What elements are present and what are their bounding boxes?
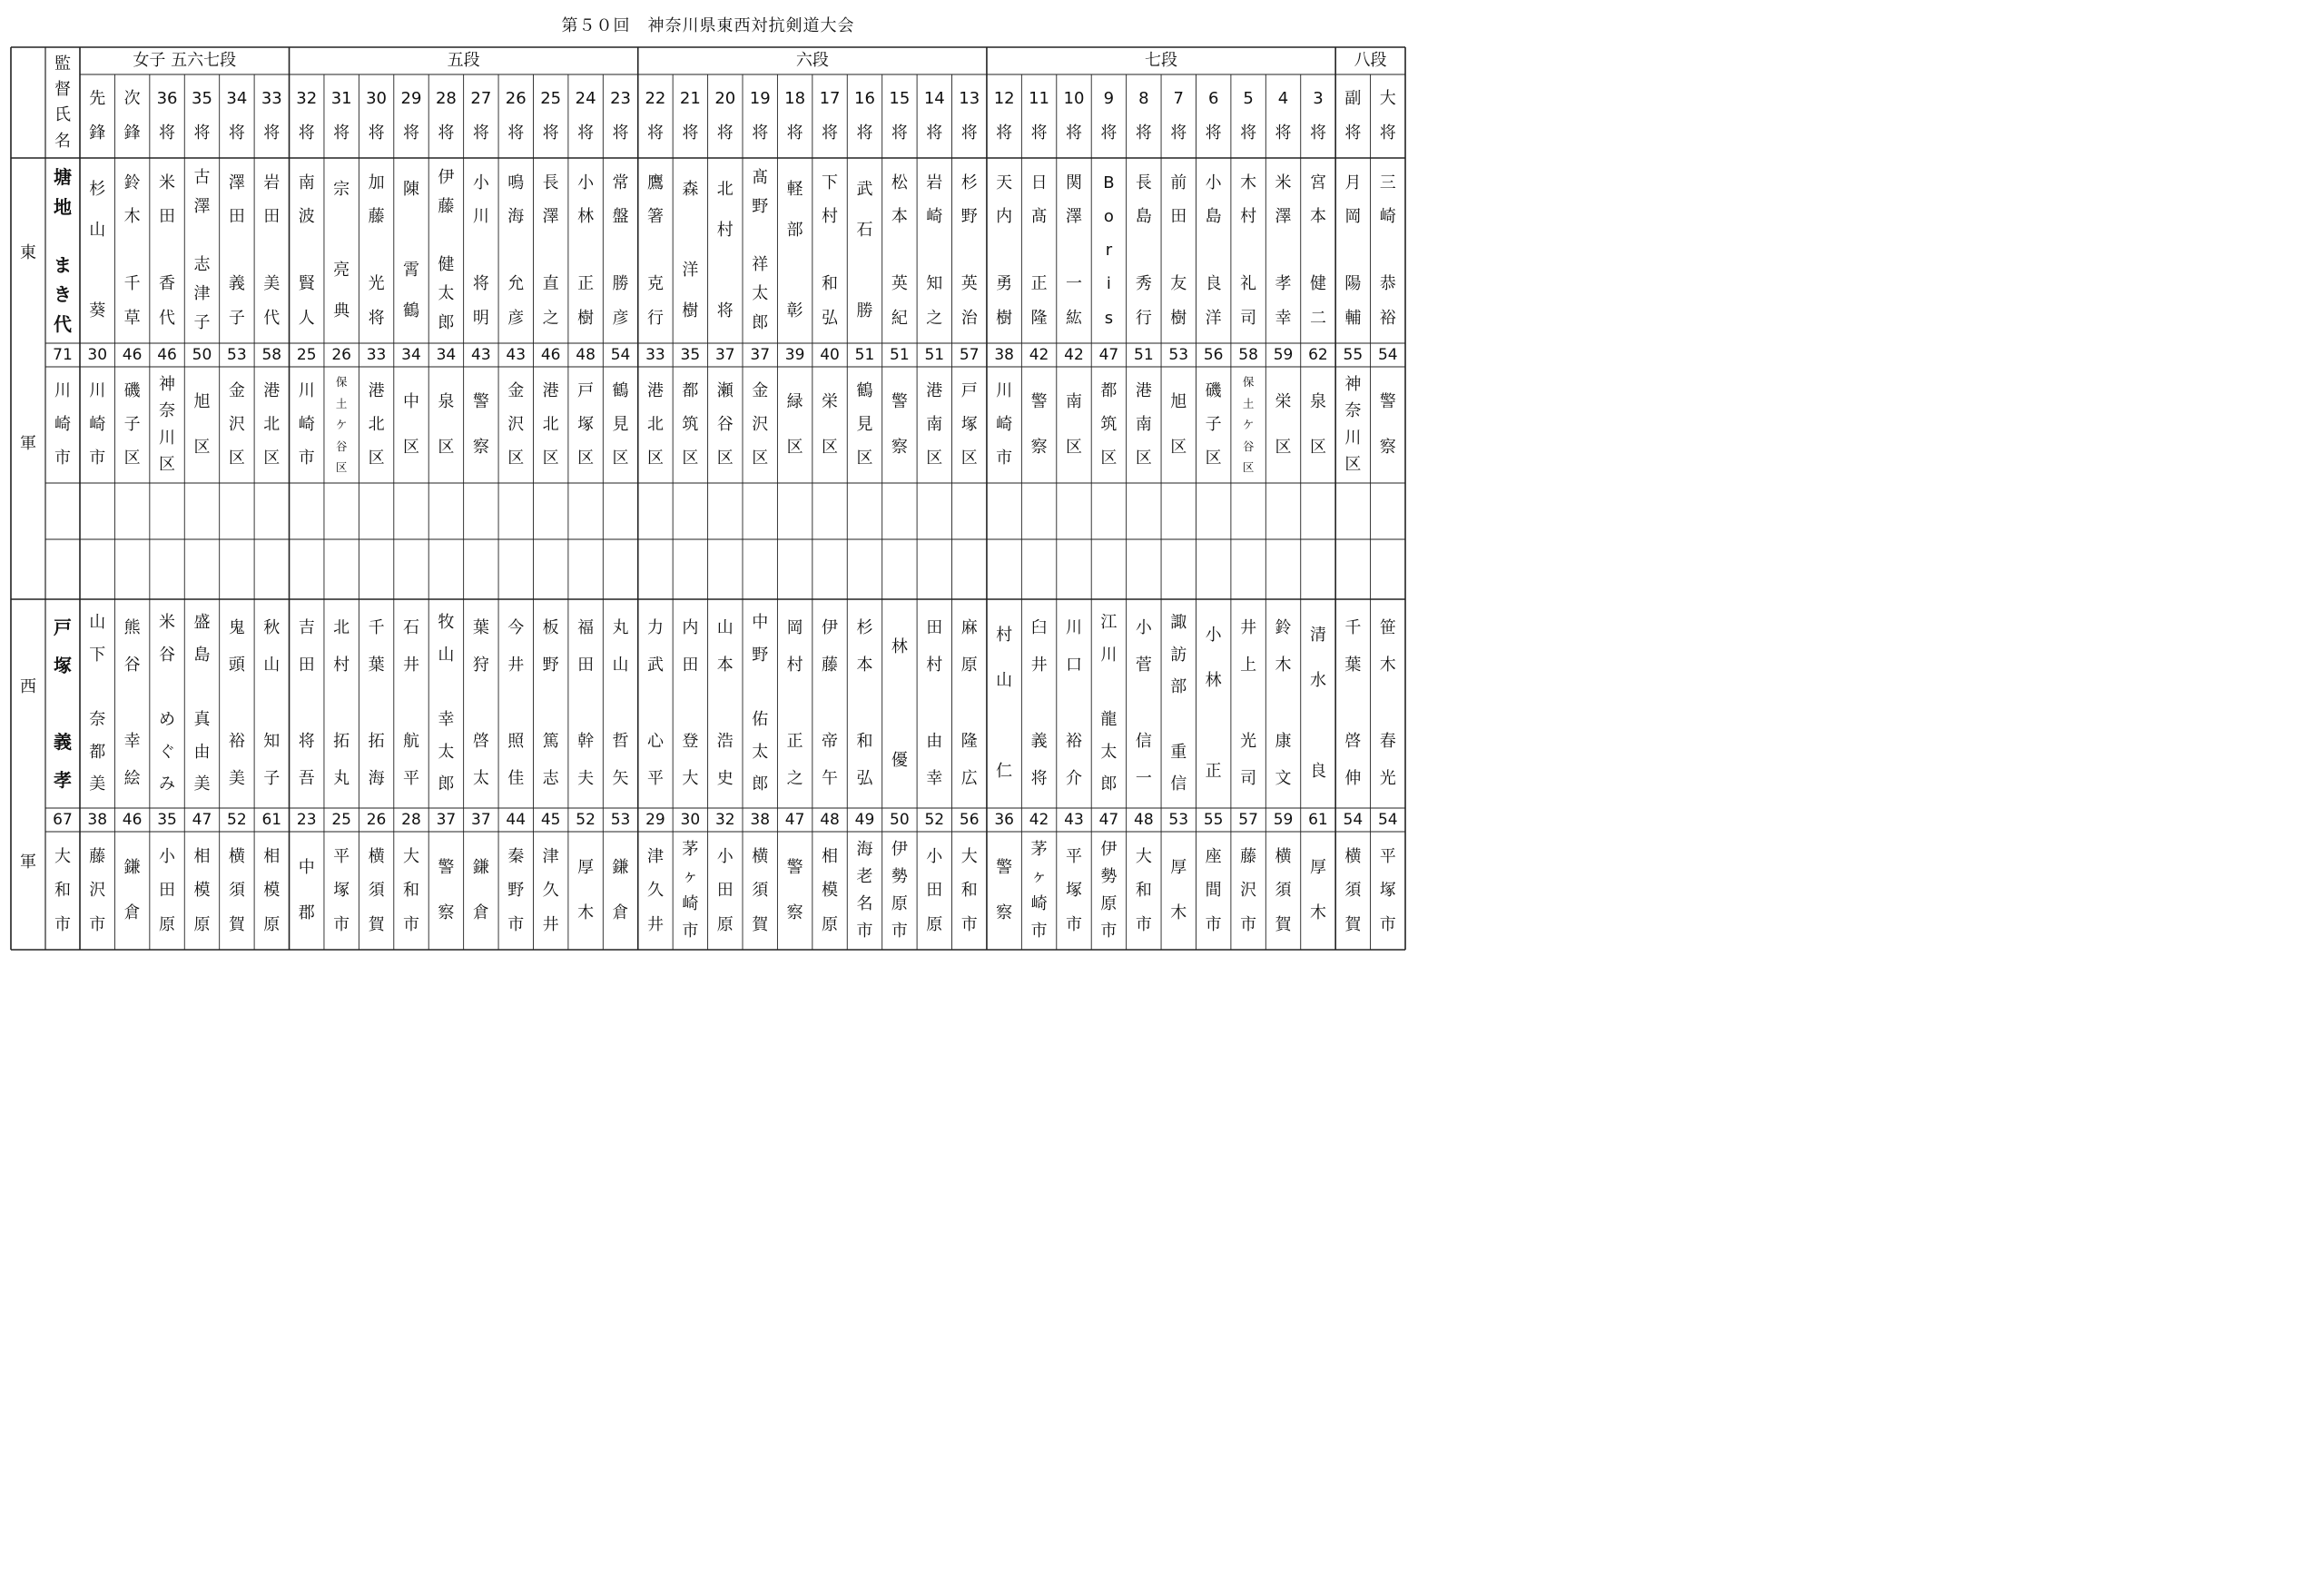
player-age: 38 — [750, 810, 771, 829]
player-name: 江 川 龍 太 郎 — [1100, 612, 1118, 794]
player-name: 田 村 由 幸 — [926, 617, 943, 789]
player-affiliation: 鶴 見 区 — [856, 381, 873, 468]
player-age: 50 — [890, 810, 910, 829]
player-age: 46 — [122, 345, 143, 364]
player-name: 臼 井 義 将 — [1030, 617, 1048, 789]
player-age: 55 — [1343, 345, 1364, 364]
player-name: 杉 本 和 弘 — [856, 617, 873, 789]
player-age: 30 — [87, 345, 108, 364]
player-affiliation: 警 察 — [472, 392, 489, 457]
player-name: 吉 田 将 吾 — [298, 617, 315, 789]
player-age: 51 — [890, 345, 910, 364]
player-age: 38 — [994, 345, 1014, 364]
position-header: 10 将 — [1063, 89, 1085, 143]
player-affiliation: 厚 木 — [577, 858, 595, 923]
player-name: 岩 田 美 代 — [263, 173, 281, 328]
player-age: 61 — [261, 810, 282, 829]
player-affiliation: 金 沢 区 — [228, 381, 245, 468]
player-affiliation: 港 南 区 — [926, 381, 943, 468]
player-name: 宮 本 健 二 — [1309, 173, 1326, 328]
player-age: 35 — [157, 810, 177, 829]
player-age: 54 — [610, 345, 631, 364]
manager-name: 戸 塚 義 孝 — [54, 616, 72, 791]
player-name: 諏 訪 部 重 信 — [1170, 612, 1187, 794]
player-affiliation: 相 模 原 — [822, 846, 839, 934]
player-age: 26 — [331, 345, 351, 364]
player-age: 42 — [1064, 345, 1084, 364]
player-age: 52 — [924, 810, 945, 829]
player-age: 35 — [680, 345, 701, 364]
player-age: 56 — [1203, 345, 1224, 364]
player-age: 37 — [750, 345, 771, 364]
player-age: 59 — [1273, 810, 1294, 829]
player-affiliation: 鎌 倉 — [472, 858, 489, 923]
player-name: 陳 霄 鶴 — [402, 179, 419, 321]
player-age: 37 — [714, 345, 735, 364]
position-header: 14 将 — [923, 89, 945, 143]
manager-age: 71 — [53, 345, 73, 364]
player-affiliation: 横 須 賀 — [228, 846, 245, 934]
player-affiliation: 保 土 ケ 谷 区 — [335, 374, 348, 475]
position-header: 24 将 — [575, 89, 596, 143]
player-name: 小 菅 信 一 — [1135, 617, 1152, 789]
player-name: 盛 島 真 由 美 — [193, 612, 211, 794]
player-name: 鬼 頭 裕 美 — [228, 617, 245, 789]
player-affiliation: 戸 塚 区 — [960, 381, 978, 468]
player-affiliation: 警 察 — [786, 858, 803, 923]
position-header: 17 将 — [819, 89, 841, 143]
team-label: 西 軍 — [20, 676, 36, 872]
manager-name: 塘 地 ま き 代 — [54, 166, 72, 335]
position-header: 34 将 — [226, 89, 248, 143]
position-header: 9 将 — [1100, 89, 1118, 143]
player-affiliation: 座 間 市 — [1205, 846, 1222, 934]
player-age: 47 — [1098, 810, 1119, 829]
player-age: 23 — [296, 810, 317, 829]
player-affiliation: 川 崎 市 — [89, 381, 106, 468]
player-name: 板 野 篤 志 — [542, 617, 559, 789]
player-affiliation: 小 田 原 — [716, 846, 734, 934]
manager-affiliation: 大 和 市 — [54, 846, 71, 934]
player-affiliation: 大 和 市 — [1135, 846, 1152, 934]
player-name: 岡 村 正 之 — [786, 617, 803, 789]
player-age: 33 — [366, 345, 387, 364]
player-name: 木 村 礼 司 — [1240, 173, 1257, 328]
position-header: 16 将 — [854, 89, 875, 143]
position-header: 5 将 — [1240, 89, 1257, 143]
player-name: 岩 崎 知 之 — [926, 173, 943, 328]
player-name: 力 武 心 平 — [646, 617, 664, 789]
player-affiliation: 茅 ヶ 崎 市 — [1030, 840, 1048, 942]
player-affiliation: 川 崎 市 — [298, 381, 315, 468]
player-affiliation: 平 塚 市 — [1379, 846, 1396, 934]
player-name: 秋 山 知 子 — [263, 617, 281, 789]
position-header: 次 鋒 — [123, 89, 141, 143]
player-affiliation: 秦 野 市 — [507, 846, 525, 934]
player-affiliation: 大 和 市 — [960, 846, 978, 934]
player-affiliation: 津 久 井 — [646, 846, 664, 934]
player-affiliation: 磯 子 区 — [123, 381, 141, 468]
manager-age: 67 — [53, 810, 73, 829]
player-age: 26 — [366, 810, 387, 829]
player-name: 伊 藤 健 太 郎 — [438, 168, 455, 333]
player-affiliation: 横 須 賀 — [1344, 846, 1362, 934]
player-name: 加 藤 光 将 — [368, 173, 385, 328]
player-name: 南 波 賢 人 — [298, 173, 315, 328]
player-age: 32 — [714, 810, 735, 829]
player-affiliation: 相 模 原 — [263, 846, 281, 934]
player-affiliation: 伊 勢 原 市 — [1100, 840, 1118, 942]
player-age: 25 — [331, 810, 351, 829]
player-affiliation: 港 北 区 — [368, 381, 385, 468]
player-affiliation: 横 須 賀 — [1275, 846, 1292, 934]
player-name: B o r i s — [1103, 173, 1115, 328]
player-age: 43 — [471, 345, 491, 364]
player-name: 千 葉 啓 伸 — [1344, 617, 1362, 789]
position-header: 18 将 — [784, 89, 806, 143]
player-affiliation: 厚 木 — [1309, 858, 1326, 923]
player-name: 小 林 正 樹 — [577, 173, 595, 328]
player-age: 51 — [854, 345, 875, 364]
player-name: 内 田 登 大 — [682, 617, 699, 789]
player-affiliation: 神 奈 川 区 — [159, 374, 176, 475]
player-affiliation: 小 田 原 — [926, 846, 943, 934]
position-header: 32 将 — [296, 89, 318, 143]
player-age: 52 — [227, 810, 247, 829]
player-age: 46 — [540, 345, 561, 364]
player-affiliation: 厚 木 — [1170, 858, 1187, 923]
player-affiliation: 津 久 井 — [542, 846, 559, 934]
player-affiliation: 海 老 名 市 — [856, 840, 873, 942]
player-name: 今 井 照 佳 — [507, 617, 525, 789]
player-name: 日 髙 正 隆 — [1030, 173, 1048, 328]
player-name: 米 田 香 代 — [159, 173, 176, 328]
player-affiliation: 相 模 原 — [193, 846, 211, 934]
player-affiliation: 保 土 ケ 谷 区 — [1242, 374, 1255, 475]
player-name: 丸 山 哲 矢 — [612, 617, 629, 789]
player-age: 48 — [1134, 810, 1154, 829]
player-name: 井 上 光 司 — [1240, 617, 1257, 789]
player-affiliation: 鶴 見 区 — [612, 381, 629, 468]
player-age: 54 — [1377, 345, 1398, 364]
player-age: 61 — [1308, 810, 1328, 829]
player-name: 熊 谷 幸 絵 — [123, 617, 141, 789]
team-label: 東 軍 — [20, 243, 36, 454]
player-age: 45 — [540, 810, 561, 829]
player-name: 村 山 仁 — [996, 626, 1013, 782]
player-age: 47 — [1098, 345, 1119, 364]
player-name: 小 川 将 明 — [472, 173, 489, 328]
player-age: 51 — [1134, 345, 1154, 364]
player-age: 29 — [645, 810, 665, 829]
player-age: 55 — [1203, 810, 1224, 829]
player-age: 49 — [854, 810, 875, 829]
player-affiliation: 伊 勢 原 市 — [891, 840, 908, 942]
player-age: 54 — [1377, 810, 1398, 829]
player-age: 47 — [784, 810, 805, 829]
player-age: 48 — [576, 345, 596, 364]
player-age: 53 — [227, 345, 247, 364]
player-affiliation: 警 察 — [438, 858, 455, 923]
player-age: 44 — [506, 810, 527, 829]
position-header: 大 将 — [1379, 89, 1396, 143]
group-header: 女子 五六七段 — [133, 51, 237, 71]
player-name: 関 澤 一 紘 — [1065, 173, 1082, 328]
position-header: 11 将 — [1029, 89, 1050, 143]
position-header: 25 将 — [540, 89, 562, 143]
player-affiliation: 港 北 区 — [263, 381, 281, 468]
player-name: 澤 田 義 子 — [228, 173, 245, 328]
player-affiliation: 中 郡 — [298, 858, 315, 923]
player-affiliation: 戸 塚 区 — [577, 381, 595, 468]
player-age: 42 — [1029, 345, 1049, 364]
player-age: 52 — [576, 810, 596, 829]
position-header: 36 将 — [156, 89, 178, 143]
player-affiliation: 茅 ヶ 崎 市 — [682, 840, 699, 942]
player-age: 57 — [959, 345, 980, 364]
player-name: 米 澤 孝 幸 — [1275, 173, 1292, 328]
player-name: 長 島 秀 行 — [1135, 173, 1152, 328]
player-age: 37 — [471, 810, 491, 829]
player-age: 43 — [1064, 810, 1084, 829]
manager-label-header: 監 督 氏 名 — [54, 54, 71, 151]
player-name: 小 林 正 — [1205, 626, 1222, 782]
player-name: 中 野 佑 太 郎 — [752, 612, 769, 794]
player-affiliation: 都 筑 区 — [1100, 381, 1118, 468]
position-header: 35 将 — [192, 89, 212, 143]
group-header: 七段 — [1145, 51, 1178, 71]
position-header: 7 将 — [1170, 89, 1187, 143]
player-affiliation: 鎌 倉 — [123, 858, 141, 923]
group-header: 五段 — [447, 51, 480, 71]
player-name: 松 本 英 紀 — [891, 173, 908, 328]
position-header: 22 将 — [645, 89, 666, 143]
player-name: 月 岡 陽 輔 — [1344, 173, 1362, 328]
manager-affiliation: 川 崎 市 — [54, 381, 71, 468]
player-name: 北 村 拓 丸 — [333, 617, 350, 789]
player-name: 鷹 箸 克 行 — [646, 173, 664, 328]
player-age: 30 — [680, 810, 701, 829]
player-age: 48 — [820, 810, 840, 829]
player-age: 37 — [436, 810, 457, 829]
player-affiliation: 南 区 — [1065, 392, 1082, 457]
player-name: 川 口 裕 介 — [1065, 617, 1082, 789]
player-affiliation: 神 奈 川 区 — [1344, 374, 1362, 475]
position-header: 4 将 — [1275, 89, 1292, 143]
player-age: 36 — [994, 810, 1014, 829]
player-age: 40 — [820, 345, 840, 364]
player-affiliation: 横 須 賀 — [752, 846, 769, 934]
player-age: 62 — [1308, 345, 1328, 364]
position-header: 26 将 — [505, 89, 527, 143]
player-name: 山 本 浩 史 — [716, 617, 734, 789]
player-name: 杉 山 葵 — [89, 179, 106, 321]
player-age: 51 — [924, 345, 945, 364]
player-name: 伊 藤 帝 午 — [822, 617, 839, 789]
player-name: 髙 野 祥 太 郎 — [752, 168, 769, 333]
player-affiliation: 栄 区 — [822, 392, 839, 457]
player-name: 葉 狩 啓 太 — [472, 617, 489, 789]
position-header: 20 将 — [714, 89, 736, 143]
player-name: 北 村 将 — [716, 179, 734, 321]
player-name: 長 澤 直 之 — [542, 173, 559, 328]
player-name: 武 石 勝 — [856, 179, 873, 321]
player-affiliation: 鎌 倉 — [612, 858, 629, 923]
position-header: 6 将 — [1205, 89, 1222, 143]
player-age: 46 — [157, 345, 177, 364]
position-header: 15 将 — [889, 89, 911, 143]
player-name: 軽 部 彰 — [786, 179, 803, 321]
player-age: 54 — [1343, 810, 1364, 829]
player-age: 42 — [1029, 810, 1049, 829]
player-affiliation: 藤 沢 市 — [1240, 846, 1257, 934]
player-age: 25 — [296, 345, 317, 364]
player-affiliation: 泉 区 — [438, 392, 455, 457]
player-name: 前 田 友 樹 — [1170, 173, 1187, 328]
player-name: 鈴 木 康 文 — [1275, 617, 1292, 789]
position-header: 23 将 — [610, 89, 631, 143]
position-header: 12 将 — [993, 89, 1015, 143]
player-age: 33 — [645, 345, 665, 364]
position-header: 30 将 — [366, 89, 388, 143]
player-affiliation: 都 筑 区 — [682, 381, 699, 468]
player-affiliation: 警 察 — [1379, 392, 1396, 457]
player-name: 古 澤 志 津 子 — [193, 168, 211, 333]
player-age: 34 — [401, 345, 421, 364]
player-name: 笹 木 春 光 — [1379, 617, 1396, 789]
position-header: 28 将 — [435, 89, 457, 143]
player-affiliation: 旭 区 — [193, 392, 211, 457]
player-affiliation: 金 沢 区 — [752, 381, 769, 468]
player-name: 麻 原 隆 広 — [960, 617, 978, 789]
player-name: 米 谷 め ぐ み — [159, 612, 176, 794]
player-name: 小 島 良 洋 — [1205, 173, 1222, 328]
player-affiliation: 港 南 区 — [1135, 381, 1152, 468]
player-age: 58 — [1238, 345, 1258, 364]
position-header: 19 将 — [749, 89, 771, 143]
position-header: 33 将 — [261, 89, 282, 143]
player-age: 57 — [1238, 810, 1258, 829]
player-name: 山 下 奈 都 美 — [89, 612, 106, 794]
player-affiliation: 警 察 — [1030, 392, 1048, 457]
group-header: 六段 — [795, 51, 829, 71]
player-name: 林 優 — [891, 636, 908, 770]
player-affiliation: 中 区 — [402, 392, 419, 457]
player-affiliation: 緑 区 — [786, 392, 803, 457]
player-affiliation: 警 察 — [891, 392, 908, 457]
player-name: 三 崎 恭 裕 — [1379, 173, 1396, 328]
player-name: 石 井 航 平 — [402, 617, 419, 789]
player-age: 53 — [1168, 345, 1189, 364]
player-age: 47 — [192, 810, 212, 829]
player-name: 鈴 木 千 草 — [123, 173, 141, 328]
player-affiliation: 磯 子 区 — [1205, 381, 1222, 468]
position-header: 先 鋒 — [89, 89, 106, 143]
player-name: 天 内 勇 樹 — [996, 173, 1013, 328]
player-name: 千 葉 拓 海 — [368, 617, 385, 789]
player-age: 53 — [1168, 810, 1189, 829]
position-header: 31 将 — [330, 89, 352, 143]
player-name: 杉 野 英 治 — [960, 173, 978, 328]
player-name: 牧 山 幸 太 郎 — [438, 612, 455, 794]
player-affiliation: 藤 沢 市 — [89, 846, 106, 934]
player-affiliation: 港 北 区 — [542, 381, 559, 468]
position-header: 副 将 — [1344, 89, 1362, 143]
position-header: 13 将 — [959, 89, 980, 143]
position-header: 27 将 — [470, 89, 492, 143]
player-affiliation: 平 塚 市 — [1065, 846, 1082, 934]
page-title: 第５０回 神奈川県東西対抗剣道大会 — [561, 16, 855, 35]
player-affiliation: 旭 区 — [1170, 392, 1187, 457]
player-affiliation: 金 沢 区 — [507, 381, 525, 468]
player-name: 下 村 和 弘 — [822, 173, 839, 328]
player-age: 56 — [959, 810, 980, 829]
player-affiliation: 小 田 原 — [159, 846, 176, 934]
player-age: 58 — [261, 345, 282, 364]
player-affiliation: 栄 区 — [1275, 392, 1292, 457]
player-affiliation: 平 塚 市 — [333, 846, 350, 934]
player-age: 50 — [192, 345, 212, 364]
player-age: 53 — [610, 810, 631, 829]
position-header: 29 将 — [400, 89, 422, 143]
player-age: 28 — [401, 810, 421, 829]
player-age: 39 — [784, 345, 805, 364]
player-age: 59 — [1273, 345, 1294, 364]
position-header: 3 将 — [1309, 89, 1326, 143]
player-affiliation: 警 察 — [996, 858, 1013, 923]
group-header: 八段 — [1354, 51, 1387, 71]
position-header: 8 将 — [1135, 89, 1152, 143]
player-age: 34 — [436, 345, 457, 364]
player-affiliation: 横 須 賀 — [368, 846, 385, 934]
player-name: 福 田 幹 夫 — [577, 617, 595, 789]
player-affiliation: 港 北 区 — [646, 381, 664, 468]
player-name: 清 水 良 — [1309, 626, 1326, 782]
player-name: 鳴 海 允 彦 — [507, 173, 525, 328]
player-affiliation: 瀬 谷 区 — [716, 381, 734, 468]
player-affiliation: 川 崎 市 — [996, 381, 1013, 468]
player-affiliation: 泉 区 — [1309, 392, 1326, 457]
player-age: 38 — [87, 810, 108, 829]
roster-table — [0, 0, 1416, 970]
player-name: 常 盤 勝 彦 — [612, 173, 629, 328]
player-age: 46 — [122, 810, 143, 829]
player-age: 43 — [506, 345, 527, 364]
player-affiliation: 大 和 市 — [402, 846, 419, 934]
player-name: 森 洋 樹 — [682, 179, 699, 321]
player-name: 宗 亮 典 — [333, 179, 350, 321]
position-header: 21 将 — [679, 89, 701, 143]
